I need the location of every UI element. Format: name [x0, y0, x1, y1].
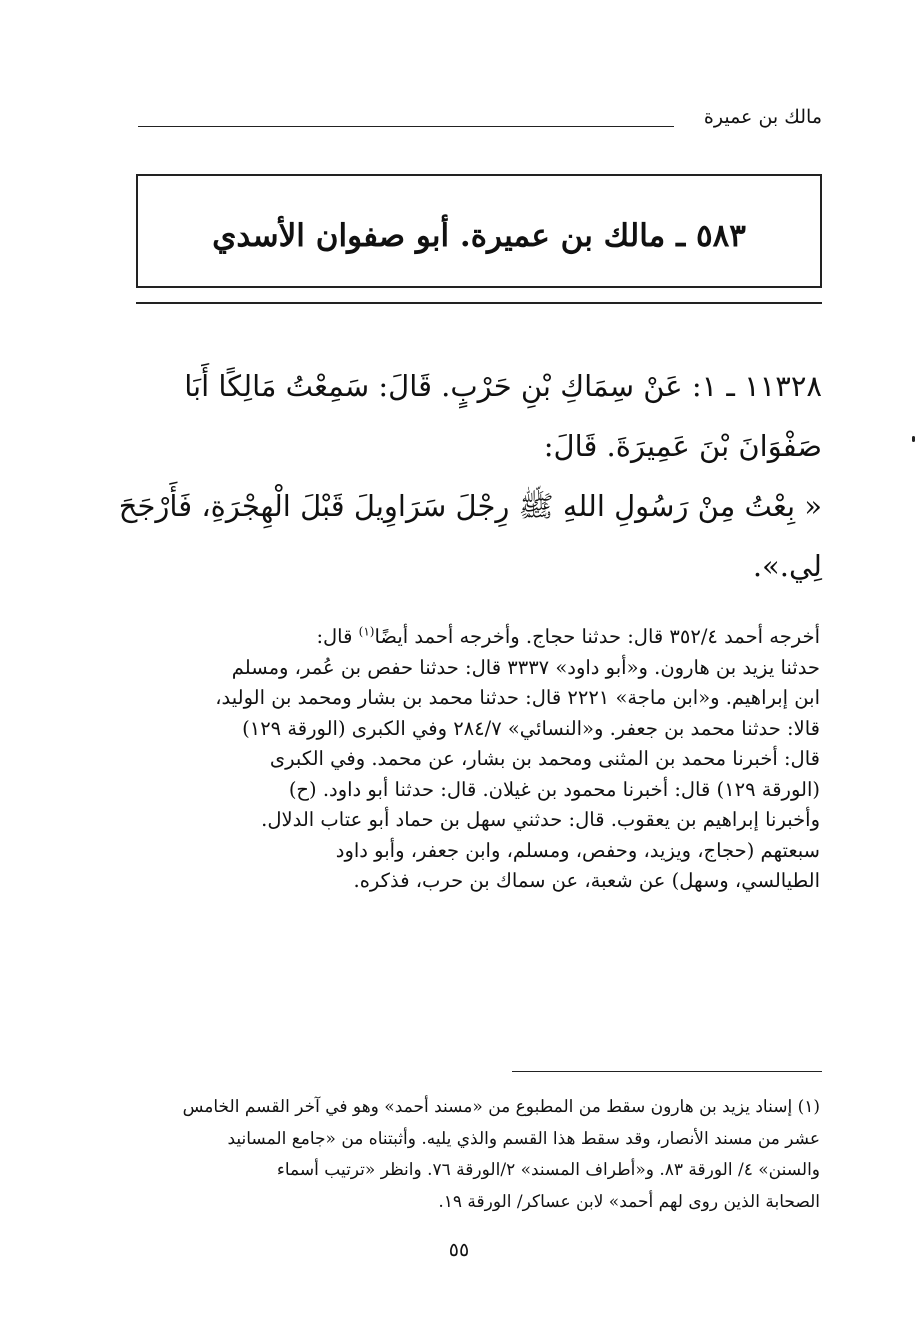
- hadith-line: لِي.».: [752, 549, 822, 583]
- takhrij-line: [130, 622, 820, 653]
- header-rule: [138, 126, 674, 127]
- hadith-line: صَفْوَانَ بْنَ عَمِيرَةَ. قَالَ:: [543, 429, 822, 463]
- takhrij-line-tail: قال:: [316, 625, 359, 648]
- takhrij-line: الطيالسي، وسهل) عن شعبة، عن سماك بن حرب، فذكره.: [353, 869, 820, 892]
- footnote-reference[interactable]: (١): [358, 624, 375, 639]
- takhrij-line: وأخبرنا إبراهيم بن يعقوب. قال: حدثني سهل بن حماد أبو عتاب الدلال.: [261, 808, 820, 831]
- chapter-title: ٥٨٣ ـ مالك بن عميرة. أبو صفوان الأسدي: [212, 218, 746, 254]
- takhrij-paragraph: [130, 622, 820, 897]
- takhrij-line: قال: أخبرنا محمد بن المثنى ومحمد بن بشار، عن محمد. وفي الكبرى: [269, 747, 820, 770]
- hadith-line: « بِعْتُ مِنْ رَسُولِ اللهِ ﷺ رِجْلَ سَرَاوِيلَ قَبْلَ الْهِجْرَةِ، فَأَرْجَحَ: [118, 489, 822, 523]
- running-header-title: مالك بن عميرة: [703, 106, 822, 128]
- footnote-line: (١) إسناد يزيد بن هارون سقط من المطبوع من «مسند أحمد» وهو في آخر القسم الخامس: [182, 1097, 820, 1117]
- title-rule: [136, 302, 822, 304]
- takhrij-line: حدثنا يزيد بن هارون. و«أبو داود» ٣٣٣٧ قال: حدثنا حفص بن عُمر، ومسلم: [231, 655, 820, 679]
- footnote: [120, 1092, 820, 1218]
- chapter-title-box: [136, 174, 822, 288]
- takhrij-line: سبعتهم (حجاج، ويزيد، وحفص، ومسلم، وابن جعفر، وأبو داود: [335, 838, 820, 862]
- takhrij-line: (الورقة ١٢٩) قال: أخبرنا محمود بن غيلان. قال: حدثنا أبو داود. (ح): [288, 777, 820, 801]
- takhrij-line-text: أخرجه أحمد ٣٥٢/٤ قال: حدثنا حجاج. وأخرجه أحمد أيضًا: [374, 625, 820, 648]
- scan-mark: [912, 436, 915, 442]
- footnote-line: عشر من مسند الأنصار، وقد سقط هذا القسم والذي يليه. وأثبتناه من «جامع المسانيد: [227, 1128, 820, 1149]
- hadith-line: ١١٣٢٨ ـ ١: عَنْ سِمَاكِ بْنِ حَرْبٍ. قَالَ: سَمِعْتُ مَالِكًا أَبَا: [184, 369, 822, 403]
- running-header: [138, 104, 822, 130]
- footnote-line: والسنن» ٤/ الورقة ٨٣. و«أطراف المسند» ٢/الورقة ٧٦. وانظر «ترتيب أسماء: [276, 1160, 820, 1180]
- hadith-text: [118, 356, 822, 596]
- footnote-separator: [512, 1071, 822, 1072]
- page-number: ٥٥: [448, 1239, 470, 1261]
- footnote-line: الصحابة الذين روى لهم أحمد» لابن عساكر/ الورقة ١٩.: [438, 1191, 820, 1212]
- takhrij-line: قالا: حدثنا محمد بن جعفر. و«النسائي» ٢٨٤/٧ وفي الكبرى (الورقة ١٢٩): [242, 716, 820, 740]
- takhrij-line: ابن إبراهيم. و«ابن ماجة» ٢٢٢١ قال: حدثنا محمد بن بشار ومحمد بن الوليد،: [215, 686, 820, 709]
